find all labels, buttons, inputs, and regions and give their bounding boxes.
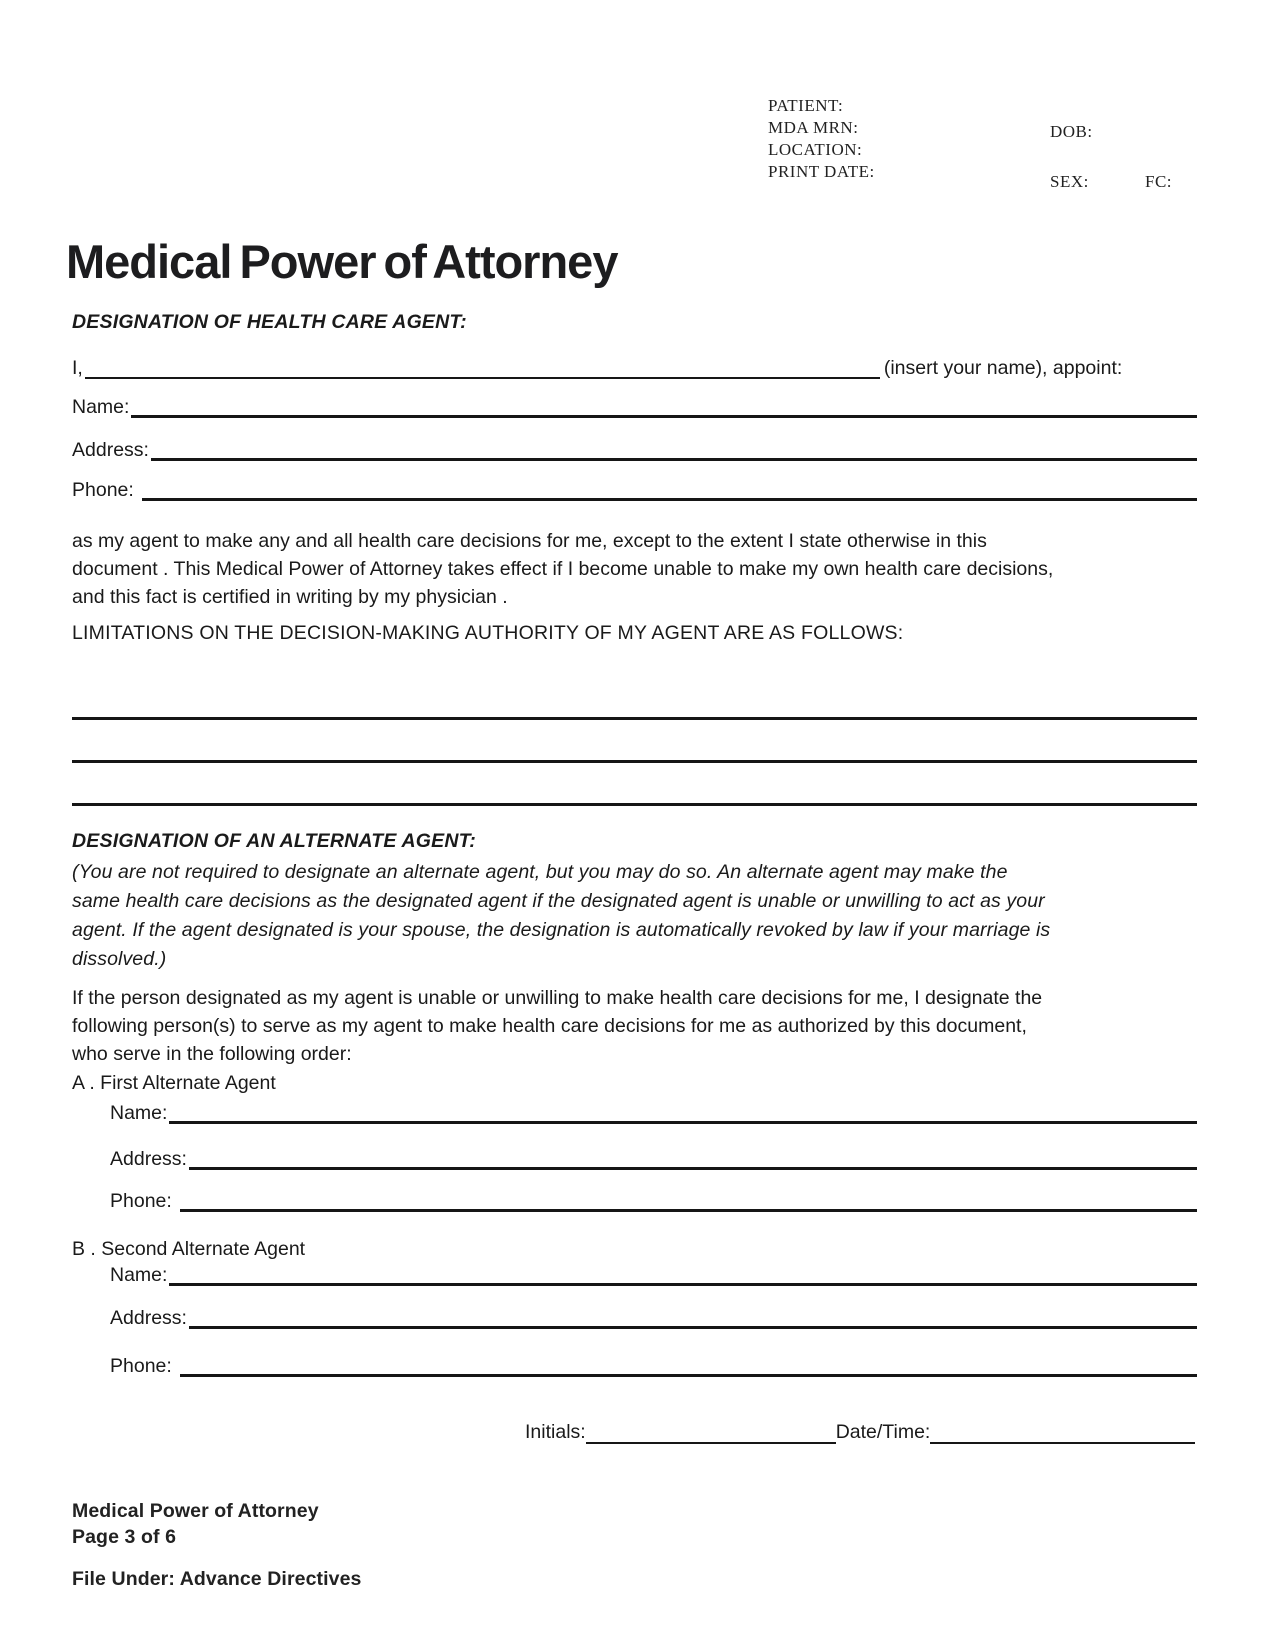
limitations-field-line-1[interactable] (72, 717, 1197, 720)
second-alt-phone-row (110, 1350, 1197, 1377)
footer-page-number: Page 3 of 6 (72, 1526, 177, 1548)
first-alt-name-field[interactable] (169, 1097, 1197, 1124)
paragraph-line: following person(s) to serve as my agent to make health care decisions for me as authorized by this document, (72, 1015, 1027, 1037)
alternate-note (72, 858, 1050, 974)
datetime-label: Date/Time: (835, 1421, 931, 1443)
second-alt-name-row (110, 1259, 1197, 1286)
sex-label: SEX: (1050, 172, 1089, 191)
mda-mrn-label: MDA MRN: (768, 118, 859, 137)
first-alternate-label: A . First Alternate Agent (72, 1072, 276, 1094)
insert-name-hint: (insert your name), appoint: (883, 357, 1123, 379)
first-alt-address-row (110, 1143, 1197, 1170)
agent-phone-row (72, 474, 1197, 501)
limitations-field-line-2[interactable] (72, 760, 1197, 763)
first-alt-address-field[interactable] (189, 1143, 1197, 1170)
agent-name-row (72, 391, 1197, 418)
paragraph-line: and this fact is certified in writing by my physician . (72, 586, 508, 608)
print-date-label: PRINT DATE: (768, 162, 875, 181)
agent-address-label: Address: (72, 439, 149, 461)
second-alt-name-field[interactable] (169, 1259, 1197, 1286)
agent-name-field[interactable] (131, 391, 1197, 418)
alternate-paragraph (72, 984, 1042, 1068)
note-line: same health care decisions as the designated agent if the designated agent is unable or unwilling to act as your (72, 890, 1045, 912)
paragraph-line: If the person designated as my agent is unable or unwilling to make health care decisions for me, I designate the (72, 987, 1043, 1009)
i-prefix-label: I, (72, 357, 83, 379)
second-alt-name-label: Name: (110, 1264, 168, 1286)
footer-doc-title: Medical Power of Attorney (72, 1500, 319, 1522)
second-alt-address-label: Address: (110, 1307, 187, 1329)
dob-label: DOB: (1050, 122, 1093, 141)
first-alt-phone-row (110, 1185, 1197, 1212)
paragraph-line: document . This Medical Power of Attorney takes effect if I become unable to make my own health care decisions, (72, 558, 1054, 580)
note-line: (You are not required to designate an alternate agent, but you may do so. An alternate agent may make the (72, 861, 1008, 883)
first-alt-phone-field[interactable] (180, 1185, 1197, 1212)
agent-address-field[interactable] (151, 434, 1197, 461)
patient-label: PATIENT: (768, 96, 844, 115)
limitations-heading: LIMITATIONS ON THE DECISION-MAKING AUTHORITY OF MY AGENT ARE AS FOLLOWS: (72, 622, 904, 644)
appointment-paragraph (72, 527, 1053, 611)
note-line: dissolved.) (72, 948, 167, 970)
agent-phone-field[interactable] (142, 474, 1197, 501)
location-label: LOCATION: (768, 140, 863, 159)
agent-name-label: Name: (72, 396, 130, 418)
principal-name-row (72, 352, 1197, 379)
second-alt-phone-field[interactable] (180, 1350, 1197, 1377)
first-alt-address-label: Address: (110, 1148, 187, 1170)
designation-heading: DESIGNATION OF HEALTH CARE AGENT: (72, 311, 467, 333)
agent-phone-label: Phone: (72, 479, 134, 501)
paragraph-line: who serve in the following order: (72, 1043, 352, 1065)
footer-file-under: File Under: Advance Directives (72, 1568, 362, 1590)
agent-address-row (72, 434, 1197, 461)
signoff-row (525, 1417, 1195, 1444)
second-alt-phone-label: Phone: (110, 1355, 172, 1377)
first-alt-name-label: Name: (110, 1102, 168, 1124)
datetime-field[interactable] (930, 1417, 1195, 1444)
fc-label: FC: (1145, 172, 1173, 191)
page-title: Medical Power of Attorney (66, 235, 618, 288)
second-alternate-label: B . Second Alternate Agent (72, 1238, 306, 1260)
second-alt-address-row (110, 1302, 1197, 1329)
initials-field[interactable] (586, 1417, 836, 1444)
note-line: agent. If the agent designated is your spouse, the designation is automatically revoked by law if your marriage is (72, 919, 1051, 941)
principal-name-field[interactable] (85, 352, 880, 379)
alternate-heading: DESIGNATION OF AN ALTERNATE AGENT: (72, 830, 476, 852)
paragraph-line: as my agent to make any and all health care decisions for me, except to the extent I state otherwise in this (72, 530, 987, 552)
second-alt-address-field[interactable] (189, 1302, 1197, 1329)
initials-label: Initials: (525, 1421, 586, 1443)
first-alt-name-row (110, 1097, 1197, 1124)
limitations-field-line-3[interactable] (72, 803, 1197, 806)
first-alt-phone-label: Phone: (110, 1190, 172, 1212)
